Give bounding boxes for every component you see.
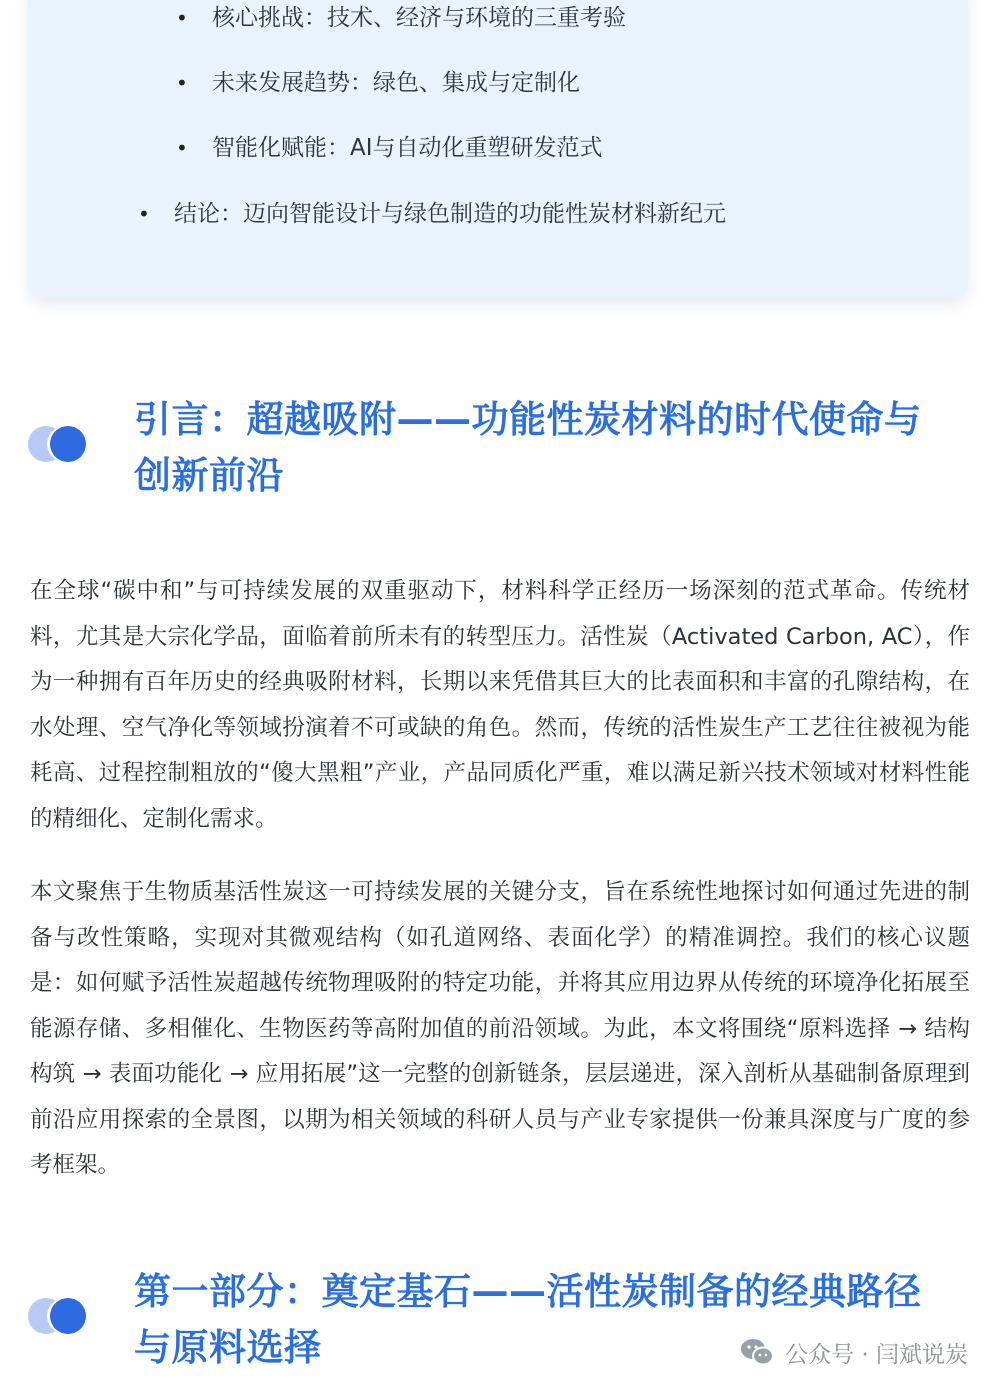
toc-item-label: 智能化赋能：AI与自动化重塑研发范式 [212, 135, 603, 161]
section-title: 第一部分：奠定基石——活性炭制备的经典路径与原料选择 [134, 1270, 922, 1369]
toc-item-label: 结论：迈向智能设计与绿色制造的功能性炭材料新纪元 [174, 201, 726, 227]
watermark [739, 1334, 968, 1370]
toc-item[interactable] [176, 68, 580, 98]
toc-card [28, 0, 968, 298]
section-dots-icon [28, 426, 88, 462]
toc-item-label: 未来发展趋势：绿色、集成与定制化 [212, 70, 580, 96]
section-title: 引言：超越吸附——功能性炭材料的时代使命与创新前沿 [134, 398, 922, 497]
bullet: • [138, 202, 150, 226]
bullet: • [176, 6, 188, 30]
toc-item-label: 核心挑战：技术、经济与环境的三重考验 [212, 5, 626, 31]
wechat-icon [739, 1337, 775, 1367]
toc-item[interactable] [176, 3, 626, 33]
watermark-text: 公众号 · 闫斌说炭 [785, 1341, 968, 1368]
toc-item[interactable] [138, 199, 726, 229]
bullet: • [176, 136, 188, 160]
paragraph: 本文聚焦于生物质基活性炭这一可持续发展的关键分支，旨在系统性地探讨如何通过先进的制备与改性策略，实现对其微观结构（如孔道网络、表面化学）的精准调控。我们的核心议题是：如何赋予活性炭超越传统物理吸附的特定功能，并将其应用边界从传统的环境净化拓展至能源存储、多相催化、生物医药等高附加值的前沿领域。为此，本文将围绕“原料选择 → 结构构筑 → 表面功能化 → 应用拓展”这一完整的创新链条，层层递进，深入剖析从基础制备原理到前沿应用探索的全景图，以期为相关领域的科研人员与产业专家提供一份兼具深度与广度的参考框架。 [30, 879, 970, 1178]
paragraph: 在全球“碳中和”与可持续发展的双重驱动下，材料科学正经历一场深刻的范式革命。传统材料，尤其是大宗化学品，面临着前所未有的转型压力。活性炭（Activated Carbon, AC），作为一种拥有百年历史的经典吸附材料，长期以来凭借其巨大的比表面积和丰富的孔隙结构，在水处理、空气净化等领域扮演着不可或缺的角色。然而，传统的活性炭生产工艺往往被视为能耗高、过程控制粗放的“傻大黑粗”产业，产品同质化严重，难以满足新兴技术领域对材料性能的精细化、定制化需求。 [30, 578, 970, 832]
toc-item[interactable] [176, 133, 603, 163]
bullet: • [176, 71, 188, 95]
section-dots-icon [28, 1298, 88, 1334]
